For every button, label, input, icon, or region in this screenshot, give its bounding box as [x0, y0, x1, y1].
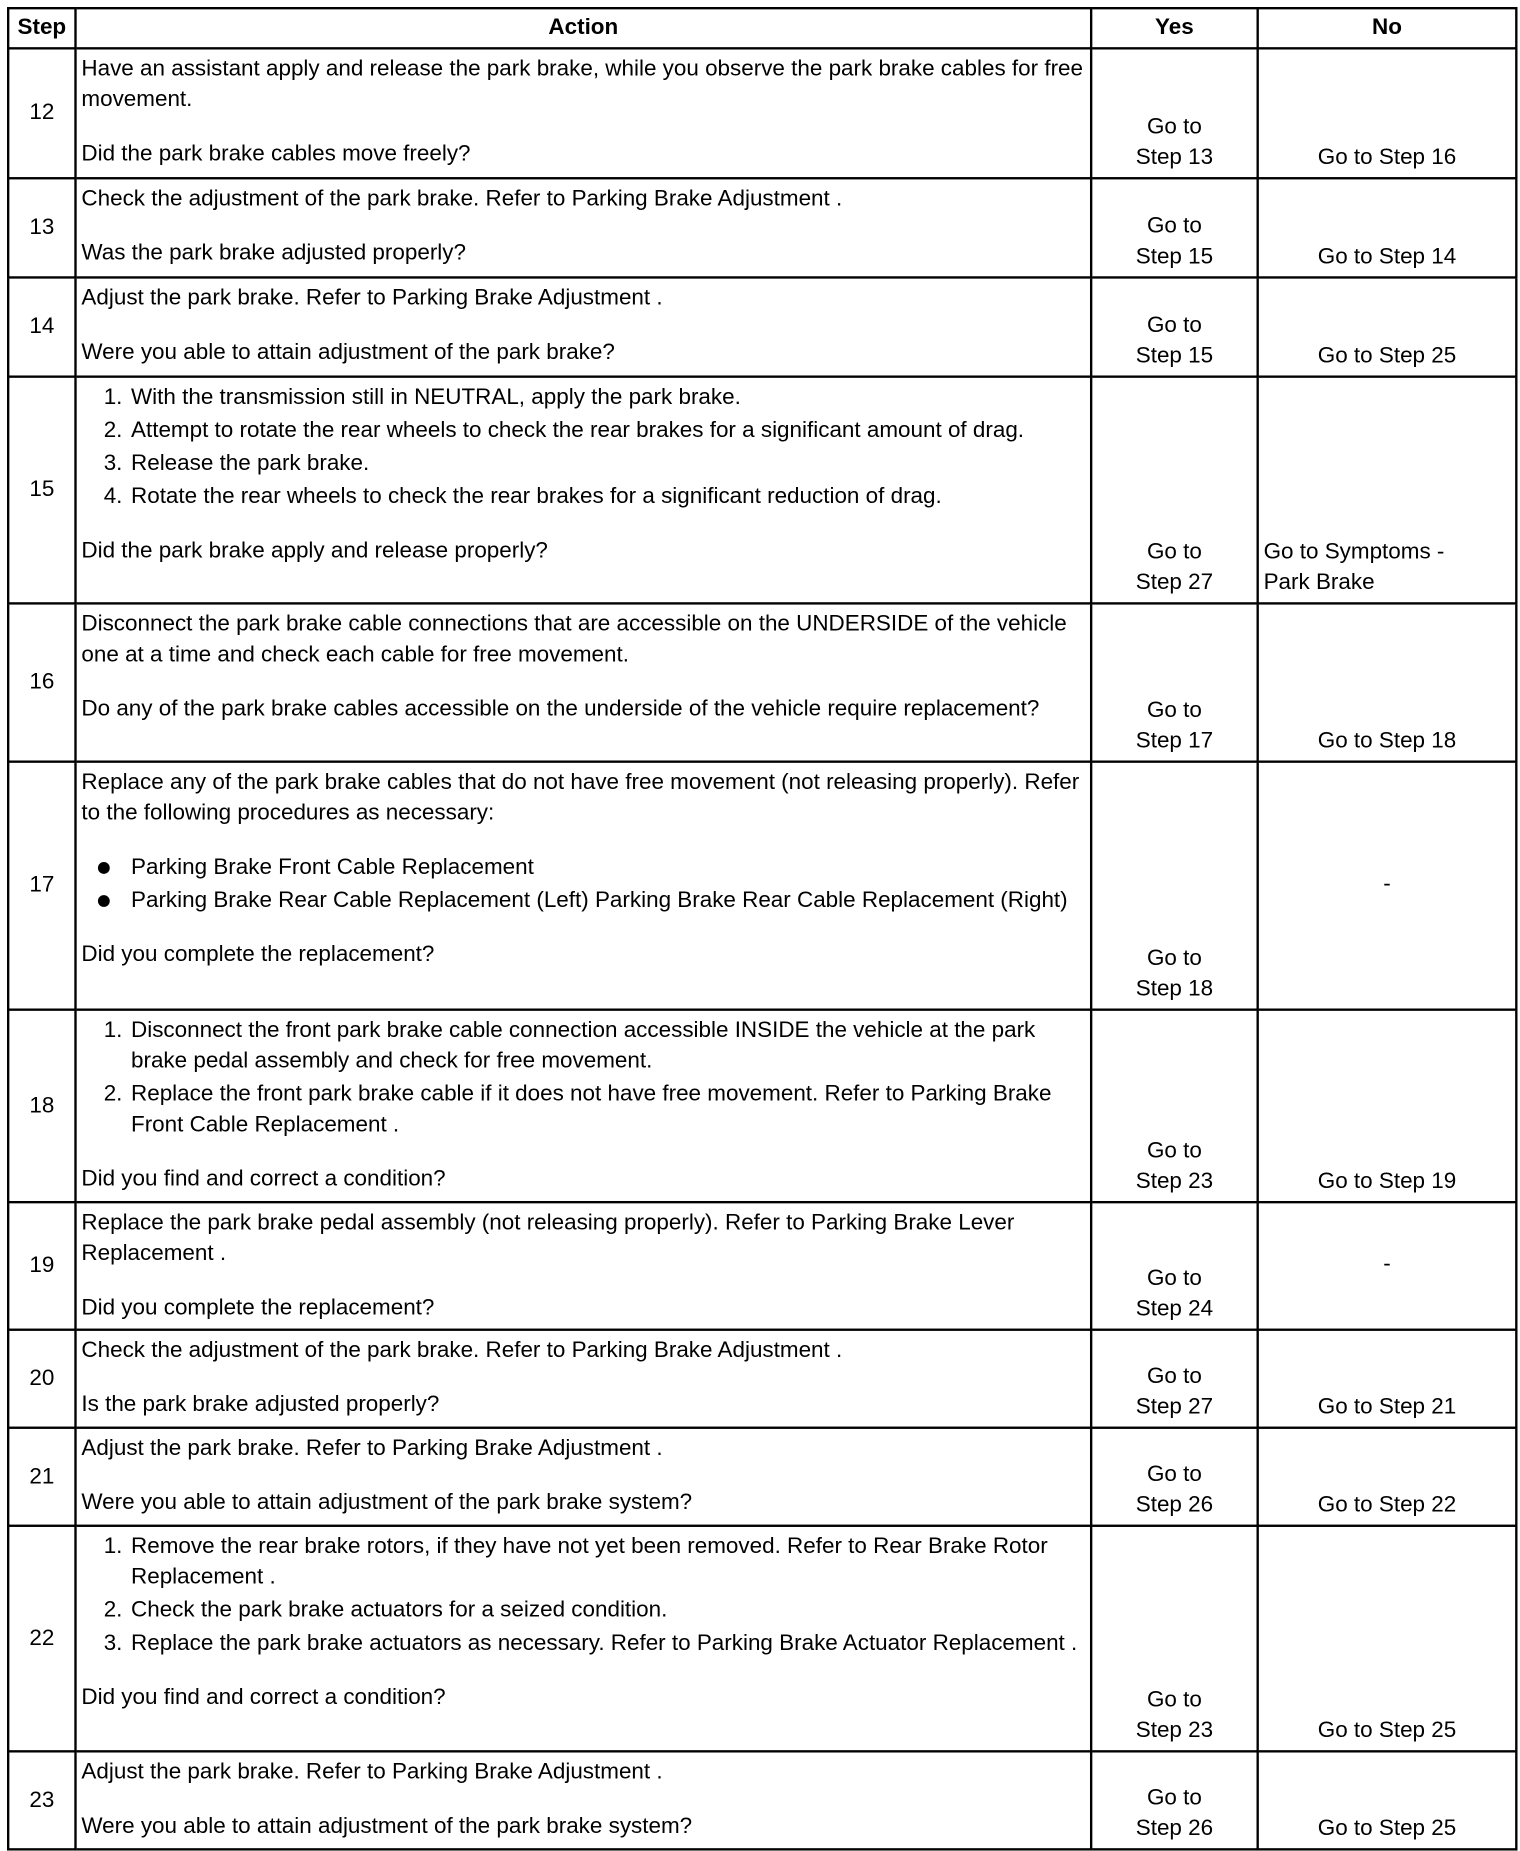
action-intro: Disconnect the park brake cable connections that are accessible on the UNDERSIDE of the vehicle one at a time and check each cable for free movement. — [81, 611, 1067, 668]
procedure-list — [81, 383, 1085, 513]
diagnostic-table — [7, 7, 1517, 1851]
table-row — [8, 762, 1516, 1010]
list-item: 2. Replace the front park brake cable if it does not have free movement. Refer to Parking Brake Front Cable Replacement . — [129, 1079, 1086, 1140]
list-item: 3. Release the park brake. — [129, 449, 1086, 480]
yes-cell — [1091, 277, 1258, 376]
list-item: 1. Remove the rear brake rotors, if they have not yet been removed. Refer to Rear Brake Rotor Replacement . — [129, 1532, 1086, 1593]
yes-line2: Step 15 — [1135, 343, 1214, 369]
action-question: Did you complete the replacement? — [81, 1295, 435, 1321]
yes-line1: Go to — [1146, 1687, 1202, 1713]
list-item: 3. Replace the park brake actuators as necessary. Refer to Parking Brake Actuator Replacement . — [129, 1629, 1086, 1660]
table-row — [8, 1526, 1516, 1752]
yes-line2: Step 13 — [1135, 145, 1214, 170]
table-row — [8, 377, 1516, 604]
action-cell — [75, 1526, 1091, 1752]
list-item: 1. With the transmission still in NEUTRAL, apply the park brake. — [129, 383, 1086, 414]
no-line1: Go to Symptoms - — [1263, 539, 1445, 565]
bullet-text: Parking Brake Front Cable Replacement — [131, 854, 534, 880]
procedure-list — [81, 1532, 1085, 1660]
header-action: Action — [75, 8, 1091, 48]
bullet-icon — [98, 862, 110, 874]
yes-cell — [1091, 1010, 1258, 1203]
no-cell: Go to Step 14 — [1258, 178, 1517, 277]
table-header-row — [8, 8, 1516, 48]
table-row — [8, 48, 1516, 178]
bullet-text: Parking Brake Rear Cable Replacement (Left) Parking Brake Rear Cable Replacement (Right) — [131, 888, 1068, 913]
action-cell — [75, 48, 1091, 178]
step-number: 22 — [8, 1526, 75, 1752]
yes-cell — [1091, 1526, 1258, 1752]
action-intro: Adjust the park brake. Refer to Parking Brake Adjustment . — [81, 1436, 663, 1461]
yes-line2: Step 24 — [1135, 1296, 1214, 1322]
action-intro: Adjust the park brake. Refer to Parking Brake Adjustment . — [81, 1759, 663, 1785]
no-cell: Go to Step 22 — [1258, 1428, 1517, 1526]
procedure-list — [81, 1016, 1085, 1141]
step-number: 18 — [8, 1010, 75, 1203]
no-cell: Go to Step 16 — [1258, 48, 1517, 178]
step-number: 15 — [8, 377, 75, 604]
table-row — [8, 603, 1516, 761]
yes-line2: Step 15 — [1135, 244, 1214, 270]
action-intro: Have an assistant apply and release the park brake, while you observe the park brake cables for free movement. — [81, 56, 1084, 113]
action-cell — [75, 1202, 1091, 1330]
table-row — [8, 178, 1516, 277]
yes-line2: Step 27 — [1135, 570, 1214, 596]
yes-cell — [1091, 1428, 1258, 1526]
step-number: 14 — [8, 277, 75, 376]
action-cell — [75, 277, 1091, 376]
action-intro: Check the adjustment of the park brake. Refer to Parking Brake Adjustment . — [81, 186, 843, 212]
table-row — [8, 1428, 1516, 1526]
yes-line1: Go to — [1146, 697, 1202, 723]
action-question: Did the park brake cables move freely? — [81, 141, 471, 167]
action-question: Were you able to attain adjustment of the park brake system? — [81, 1813, 693, 1839]
table-row — [8, 1010, 1516, 1203]
action-question: Did you find and correct a condition? — [81, 1166, 446, 1192]
procedure-bullets — [81, 853, 1085, 917]
no-cell: Go to Step 21 — [1258, 1330, 1517, 1428]
list-item: 2. Attempt to rotate the rear wheels to check the rear brakes for a significant amount of drag. — [129, 416, 1086, 447]
action-question: Did the park brake apply and release properly? — [81, 538, 548, 564]
action-question: Were you able to attain adjustment of the park brake system? — [81, 1490, 693, 1516]
yes-line1: Go to — [1146, 1785, 1202, 1811]
list-item — [129, 853, 1086, 884]
table-row — [8, 277, 1516, 376]
yes-line1: Go to — [1146, 1265, 1202, 1291]
no-cell: Go to Step 25 — [1258, 277, 1517, 376]
yes-cell — [1091, 48, 1258, 178]
list-item: 4. Rotate the rear wheels to check the rear brakes for a significant reduction of drag. — [129, 482, 1086, 513]
action-cell — [75, 762, 1091, 1010]
yes-line2: Step 26 — [1135, 1816, 1214, 1842]
step-number: 17 — [8, 762, 75, 1010]
action-cell — [75, 1751, 1091, 1849]
action-question: Do any of the park brake cables accessible on the underside of the vehicle require replacement? — [81, 696, 1040, 722]
action-cell — [75, 178, 1091, 277]
list-item — [129, 886, 1086, 917]
list-item: 1. Disconnect the front park brake cable connection accessible INSIDE the vehicle at the park brake pedal assembly and check for free movement. — [129, 1016, 1086, 1077]
yes-line1: Go to — [1146, 1138, 1202, 1164]
action-question: Were you able to attain adjustment of the park brake? — [81, 340, 615, 365]
yes-line2: Step 26 — [1135, 1492, 1214, 1518]
action-cell — [75, 1330, 1091, 1428]
table-row — [8, 1751, 1516, 1849]
step-number: 12 — [8, 48, 75, 178]
table-row — [8, 1330, 1516, 1428]
action-cell — [75, 1428, 1091, 1526]
action-cell — [75, 1010, 1091, 1203]
yes-cell — [1091, 1202, 1258, 1330]
yes-line2: Step 23 — [1135, 1718, 1214, 1744]
yes-line1: Go to — [1146, 1461, 1202, 1487]
yes-cell — [1091, 1751, 1258, 1849]
diagnostic-table-container — [7, 7, 1517, 1851]
action-intro: Replace any of the park brake cables that do not have free movement (not releasing properly). Refer to the following procedures as necessary: — [81, 769, 1080, 826]
yes-line2: Step 27 — [1135, 1394, 1214, 1420]
yes-line1: Go to — [1146, 539, 1202, 565]
step-number: 23 — [8, 1751, 75, 1849]
header-no: No — [1258, 8, 1517, 48]
action-cell — [75, 377, 1091, 604]
yes-line2: Step 23 — [1135, 1169, 1214, 1194]
no-cell — [1258, 377, 1517, 604]
step-number: 19 — [8, 1202, 75, 1330]
step-number: 16 — [8, 603, 75, 761]
yes-line1: Go to — [1146, 1363, 1202, 1389]
bullet-icon — [98, 895, 110, 907]
no-cell: - — [1258, 1202, 1517, 1330]
action-intro: Adjust the park brake. Refer to Parking Brake Adjustment . — [81, 285, 663, 311]
no-line2: Park Brake — [1263, 570, 1375, 596]
yes-line2: Step 18 — [1135, 976, 1214, 1002]
yes-line1: Go to — [1146, 114, 1202, 140]
table-row — [8, 1202, 1516, 1330]
yes-line2: Step 17 — [1135, 728, 1214, 754]
action-intro: Replace the park brake pedal assembly (not releasing properly). Refer to Parking Brake Lever Replacement . — [81, 1210, 1015, 1266]
yes-line1: Go to — [1146, 213, 1202, 239]
no-cell: Go to Step 18 — [1258, 603, 1517, 761]
yes-line1: Go to — [1146, 945, 1202, 971]
step-number: 13 — [8, 178, 75, 277]
no-cell: Go to Step 19 — [1258, 1010, 1517, 1203]
header-step: Step — [8, 8, 75, 48]
yes-cell — [1091, 377, 1258, 604]
yes-line1: Go to — [1146, 312, 1202, 338]
no-cell: Go to Step 25 — [1258, 1751, 1517, 1849]
yes-cell — [1091, 178, 1258, 277]
action-intro: Check the adjustment of the park brake. Refer to Parking Brake Adjustment . — [81, 1337, 843, 1363]
action-cell — [75, 603, 1091, 761]
yes-cell — [1091, 1330, 1258, 1428]
action-question: Did you complete the replacement? — [81, 942, 435, 968]
header-yes: Yes — [1091, 8, 1258, 48]
no-cell: - — [1258, 762, 1517, 1010]
yes-cell — [1091, 762, 1258, 1010]
action-question: Is the park brake adjusted properly? — [81, 1392, 440, 1418]
list-item: 2. Check the park brake actuators for a seized condition. — [129, 1595, 1086, 1626]
step-number: 20 — [8, 1330, 75, 1428]
action-question: Did you find and correct a condition? — [81, 1685, 446, 1711]
yes-cell — [1091, 603, 1258, 761]
step-number: 21 — [8, 1428, 75, 1526]
action-question: Was the park brake adjusted properly? — [81, 240, 466, 266]
no-cell: Go to Step 25 — [1258, 1526, 1517, 1752]
